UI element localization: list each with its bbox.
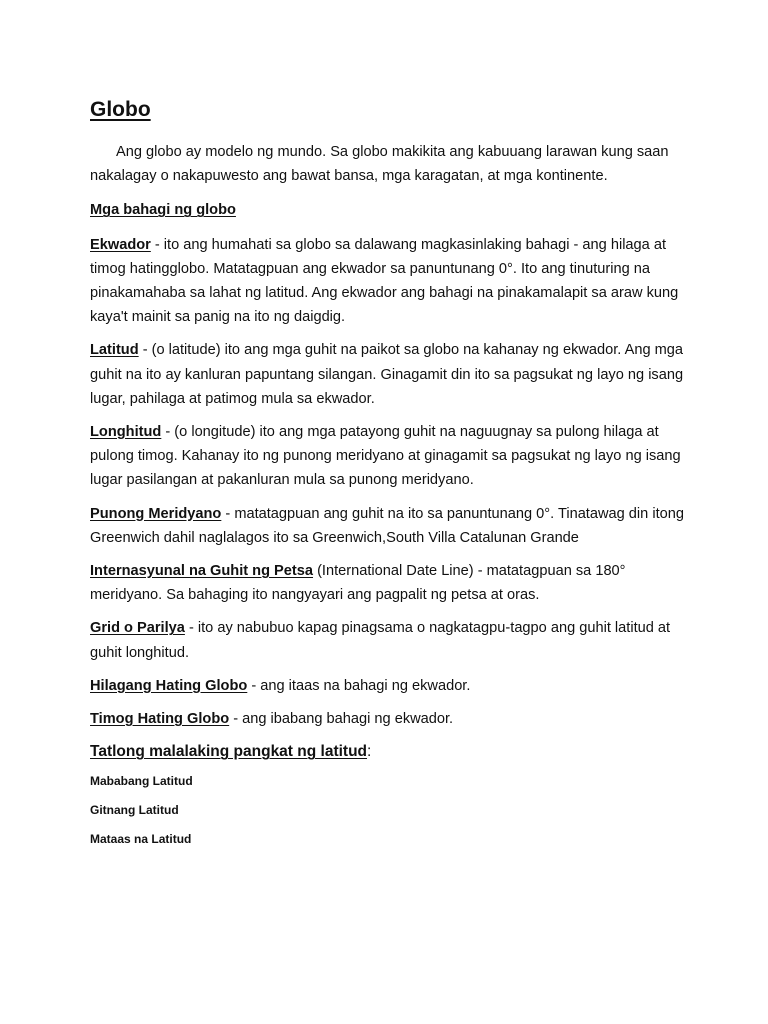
definition-latitud — [90, 338, 690, 411]
definition-term: Hilagang Hating Globo — [90, 677, 248, 694]
definition-text: - ito ang humahati sa globo sa dalawang magkasinlaking bahagi - ang hilaga at timog hatingglobo. Matatagpuan ang ekwador sa panuntunang 0°. Ito ang tinuturing na pinakamahaba sa lahat ng latitud. Ang ekwador ang bahagi na pinakamalapit sa araw kung kaya't mainit sa panig na ito ng daigdig. — [90, 236, 679, 326]
definition-hilagang-hating-globo — [90, 674, 690, 698]
definition-timog-hating-globo — [90, 707, 690, 731]
latitude-groups-list — [90, 772, 690, 848]
definition-term: Timog Hating Globo — [90, 711, 230, 728]
definition-text: - matatagpuan ang guhit na ito sa panuntunang 0°. Tinatawag din itong Greenwich dahil naglalagos ito sa Greenwich,South Villa Catalunan Grande — [90, 505, 684, 546]
definition-text: - ang itaas na bahagi ng ekwador. — [247, 677, 471, 694]
definition-text: - (o longitude) ito ang mga patayong guhit na naguugnay sa pulong hilaga at pulong timog. Kahanay ito ng punong meridyano at ginagamit sa pagsukat ng layo ng isang lugar pasilangan at pakanluran mula sa punong meridyano. — [90, 424, 681, 489]
definition-text: - ang ibabang bahagi ng ekwador. — [229, 711, 454, 728]
definition-text: - (o latitude) ito ang mga guhit na paikot sa globo na kahanay ng ekwador. Ang mga guhit na ito ay kanluran papuntang silangan. Ginagamit din ito sa pagsukat ng layo ng isang lugar, pahilaga at patimog mula sa ekwador. — [90, 342, 684, 407]
definition-term: Grid o Parilya — [90, 620, 185, 637]
list-item: Mataas na Latitud — [90, 832, 192, 847]
definition-ekwador — [90, 233, 690, 330]
definition-term: Internasyunal na Guhit ng Petsa — [90, 563, 314, 580]
definition-grid — [90, 616, 690, 664]
list-item: Mababang Latitud — [90, 774, 193, 789]
latitude-groups-heading-text: Tatlong malalaking pangkat ng latitud — [90, 743, 368, 761]
definition-text: - ito ay nabubuo kapag pinagsama o nagkatagpu-tagpo ang guhit latitud at guhit longhitud. — [90, 620, 671, 661]
definition-longhitud — [90, 420, 690, 493]
definition-term: Ekwador — [90, 236, 151, 253]
page-title: Globo — [90, 98, 151, 121]
latitude-groups-heading — [90, 740, 690, 764]
list-item: Gitnang Latitud — [90, 803, 179, 818]
definition-term: Latitud — [90, 342, 139, 359]
heading-colon: : — [367, 743, 372, 761]
parts-heading: Mga bahagi ng globo — [90, 202, 236, 219]
definition-punong-meridyano — [90, 502, 690, 550]
intro-paragraph: Ang globo ay modelo ng mundo. Sa globo makikita ang kabuuang larawan kung saan nakalagay o nakapuwesto ang bawat bansa, mga karagatan, at mga kontinente. — [90, 144, 669, 185]
definition-text: (International Date Line) - matatagpuan sa 180° meridyano. Sa bahaging ito nangyayari ang pagpalit ng petsa at oras. — [90, 563, 626, 604]
definition-term: Punong Meridyano — [90, 505, 222, 522]
definition-term: Longhitud — [90, 424, 162, 441]
document-content — [90, 96, 690, 859]
definition-date-line — [90, 559, 690, 607]
